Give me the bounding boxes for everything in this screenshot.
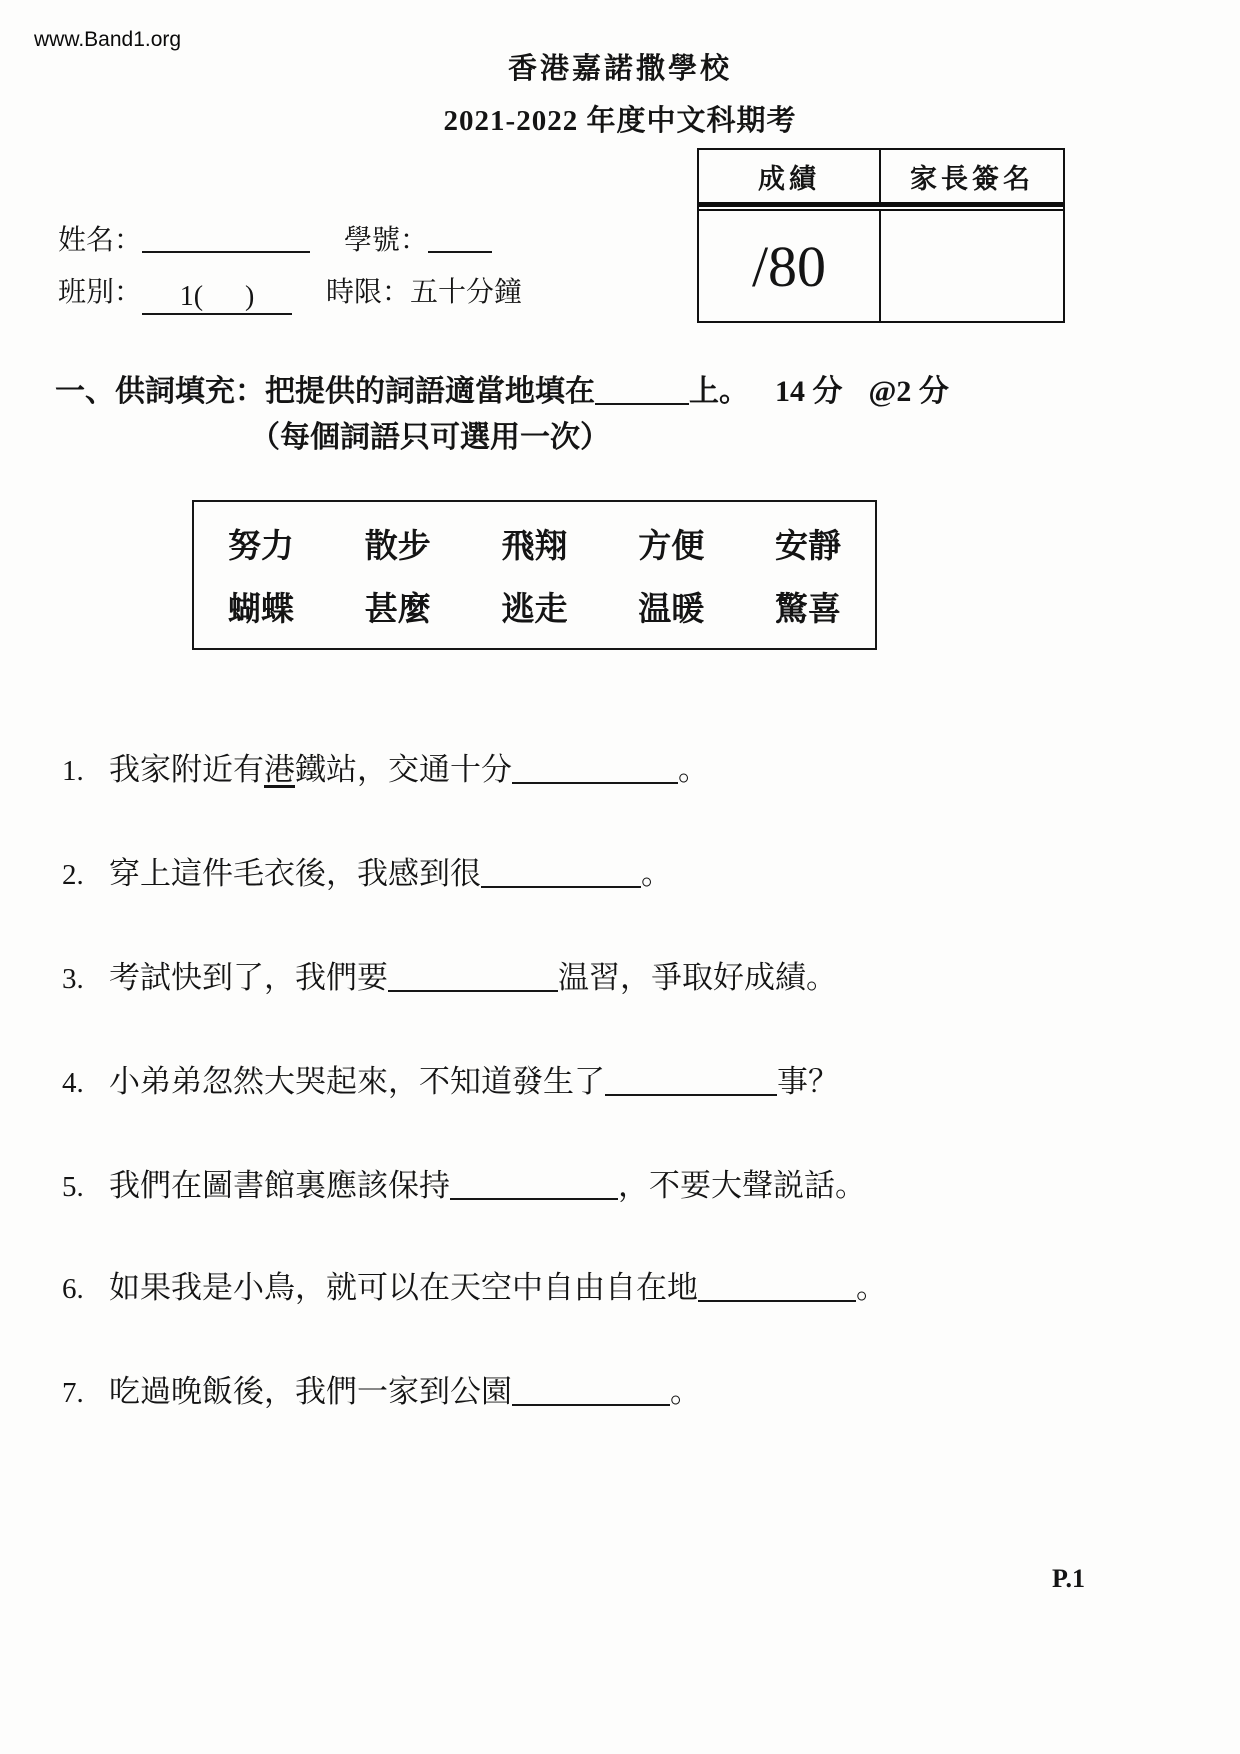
word-bank-item: 安靜 xyxy=(775,529,841,565)
word-bank-item: 逃走 xyxy=(501,592,568,628)
question-5 xyxy=(62,1160,866,1205)
marks-total: 14 分 xyxy=(775,375,843,408)
question-text: 吃過晚飯後，我們一家到公園 xyxy=(109,1374,512,1409)
question-text-end: 。 xyxy=(856,1270,887,1305)
answer-blank xyxy=(512,749,678,784)
name-blank xyxy=(142,222,310,253)
word-bank-row-1 xyxy=(194,520,875,567)
question-number: 3. xyxy=(62,963,84,995)
section-instruction-end: 上。 xyxy=(689,375,749,408)
score-table-header-row xyxy=(699,150,1063,207)
question-text-end: 温習，爭取好成績。 xyxy=(558,960,837,995)
time-limit-label: 時限： xyxy=(326,277,411,308)
student-number-label: 學號： xyxy=(344,225,429,256)
question-number: 7. xyxy=(62,1377,84,1409)
word-bank-item: 蝴蝶 xyxy=(228,592,294,628)
score-table xyxy=(697,148,1065,323)
question-text-end: 。 xyxy=(670,1374,701,1409)
question-number: 4. xyxy=(62,1067,84,1099)
answer-blank xyxy=(512,1371,670,1406)
score-header-cell: 成績 xyxy=(699,150,881,202)
word-bank-item: 温暖 xyxy=(638,592,705,628)
school-name: 香港嘉諾撒學校 xyxy=(507,53,732,85)
question-text: 考試快到了，我們要 xyxy=(109,960,388,995)
word-bank-item: 方便 xyxy=(638,529,705,565)
underlined-proper-noun: 港 xyxy=(264,752,295,787)
word-bank-item: 散步 xyxy=(364,529,431,565)
class-line xyxy=(58,270,522,315)
section-one-heading xyxy=(55,366,949,410)
question-2 xyxy=(62,848,672,893)
question-number: 2. xyxy=(62,859,84,891)
answer-blank xyxy=(481,853,641,888)
question-4 xyxy=(62,1056,839,1101)
question-text: 如果我是小鳥，就可以在天空中自由自在地 xyxy=(109,1270,698,1305)
question-text: 我家附近有 xyxy=(109,752,264,787)
name-label: 姓名： xyxy=(58,225,143,256)
section-instruction: 供詞填充：把提供的詞語適當地填在 xyxy=(115,375,595,408)
class-value: 1( ) xyxy=(142,281,292,315)
question-text: 我們在圖書館裏應該保持 xyxy=(109,1168,450,1203)
section-number: 一、 xyxy=(55,375,115,408)
question-text-end: 。 xyxy=(641,856,672,891)
word-bank-box xyxy=(192,500,877,650)
question-7 xyxy=(62,1366,701,1411)
answer-blank xyxy=(605,1061,777,1096)
question-text-end: 。 xyxy=(678,752,709,787)
score-table-body-row xyxy=(699,211,1063,321)
signature-header-cell: 家長簽名 xyxy=(910,163,1034,194)
word-bank-item: 努力 xyxy=(228,529,294,565)
student-number-blank xyxy=(428,222,492,253)
exam-title: 2021-2022 年度中文科期考 xyxy=(443,105,797,137)
watermark: www.Band1.org xyxy=(34,28,182,51)
question-text: 鐵站，交通十分 xyxy=(295,752,512,787)
time-limit-value: 五十分鐘 xyxy=(410,277,523,308)
page-number: P.1 xyxy=(1052,1564,1085,1593)
class-label: 班別： xyxy=(58,277,143,308)
word-bank-item: 驚喜 xyxy=(775,592,841,628)
word-bank-item: 飛翔 xyxy=(501,529,568,565)
answer-blank xyxy=(388,957,558,992)
question-number: 1. xyxy=(62,755,84,787)
heading-blank xyxy=(595,372,689,406)
word-bank-row-2 xyxy=(194,583,875,630)
student-name-line xyxy=(58,218,492,258)
score-value-cell: /80 xyxy=(699,211,881,321)
marks-each: @2 分 xyxy=(868,375,949,408)
question-3 xyxy=(62,952,837,997)
question-text: 小弟弟忽然大哭起來，不知道發生了 xyxy=(109,1064,605,1099)
answer-blank xyxy=(698,1267,856,1302)
question-text-end: 事？ xyxy=(777,1064,839,1099)
answer-blank xyxy=(450,1165,618,1200)
question-6 xyxy=(62,1262,887,1307)
question-number: 6. xyxy=(62,1273,84,1305)
word-bank-item: 甚麼 xyxy=(364,592,431,628)
question-text-end: ，不要大聲説話。 xyxy=(618,1168,866,1203)
question-1 xyxy=(62,744,709,789)
question-number: 5. xyxy=(62,1171,84,1203)
question-text: 穿上這件毛衣後，我感到很 xyxy=(109,856,481,891)
section-one-note: （每個詞語只可選用一次） xyxy=(250,421,610,454)
signature-value-cell xyxy=(881,211,1063,321)
